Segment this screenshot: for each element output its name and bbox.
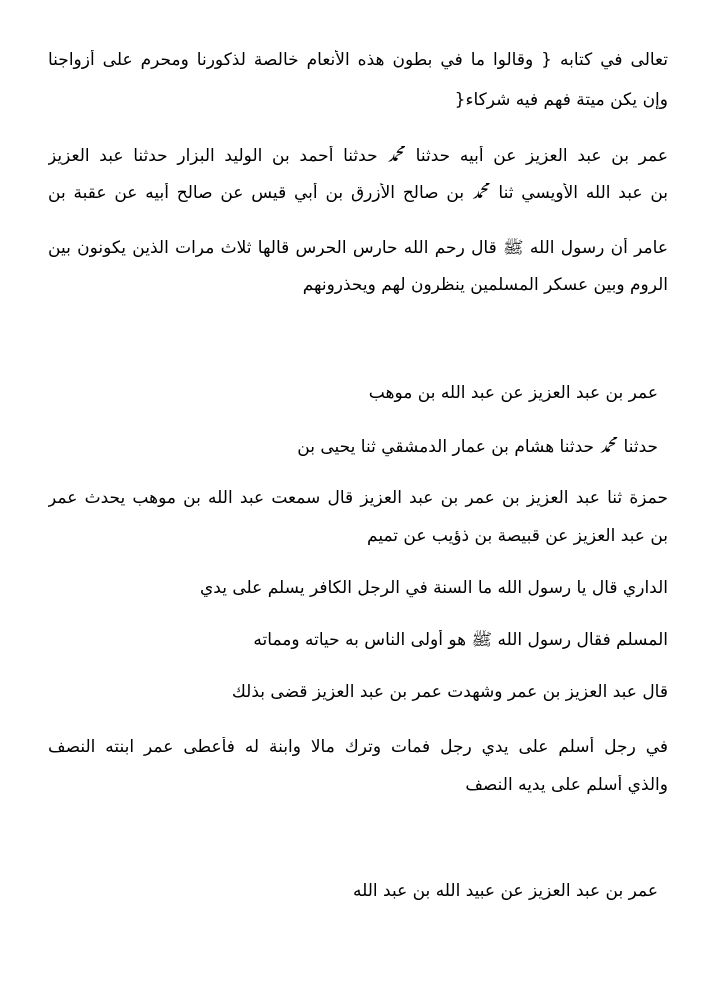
text-line: عمر بن عبد العزيز عن عبيد الله بن عبد الله [352, 881, 658, 901]
text-line: عمر بن عبد العزيز عن أبيه حدثنا ﷴ حدثنا أحمد بن الوليد البزار حدثنا عبد العزيز [48, 146, 668, 166]
text-line: حمزة ثنا عبد العزيز بن عمر بن عبد العزيز قال سمعت عبد الله بن موهب يحدث عمر [48, 488, 668, 508]
text-line: قال عبد العزيز بن عمر وشهدت عمر بن عبد العزيز قضى بذلك [231, 682, 668, 702]
text-line: وإن يكن ميتة فهم فيه شركاء{ [454, 90, 668, 110]
text-line: والذي أسلم على يديه النصف [465, 775, 668, 795]
text-line: حدثنا ﷴ حدثنا هشام بن عمار الدمشقي ثنا يحيى بن [297, 437, 658, 457]
text-line: تعالى في كتابه { وقالوا ما في بطون هذه الأنعام خالصة لذكورنا ومحرم على أزواجنا [48, 50, 668, 70]
text-line: بن عبد العزيز عن قبيصة بن ذؤيب عن تميم [367, 526, 668, 546]
text-line: المسلم فقال رسول الله ﷺ هو أولى الناس به حياته ومماته [253, 630, 668, 650]
text-line: الداري قال يا رسول الله ما السنة في الرجل الكافر يسلم على يدي [200, 578, 668, 598]
text-line: عامر أن رسول الله ﷺ قال رحم الله حارس الحرس قالها ثلاث مرات الذين يكونون بين [48, 238, 668, 258]
text-line: الروم وبين عسكر المسلمين ينظرون لهم ويحذرونهم [302, 275, 668, 295]
text-line: عمر بن عبد العزيز عن عبد الله بن موهب [368, 383, 658, 403]
text-line: في رجل أسلم على يدي رجل فمات وترك مالا وابنة له فأعطى عمر ابنته النصف [48, 737, 668, 757]
text-line: بن عبد الله الأويسي ثنا ﷴ بن صالح الأزرق بن أبي قيس عن صالح أبيه عن عقبة بن [48, 183, 668, 203]
